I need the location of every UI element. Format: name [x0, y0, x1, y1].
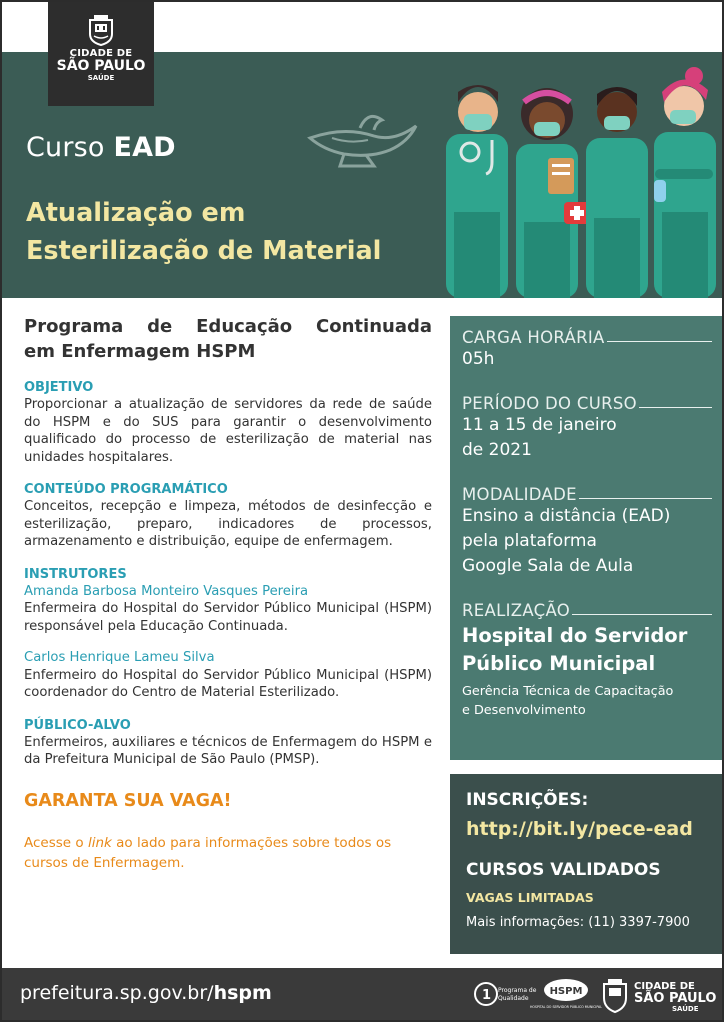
- realizacao-label: REALIZAÇÃO: [462, 601, 571, 620]
- registration-panel: [450, 774, 722, 954]
- city-logo-footer: [600, 976, 717, 1014]
- city-footer-line3: SAÚDE: [672, 1005, 699, 1013]
- program-title-line1: Programa de Educação Continuada: [24, 316, 432, 337]
- programa-qualidade-logo: [472, 976, 537, 1012]
- objetivo-text: Proporcionar a atualização de servidores da rede de saúde do HSPM e do SUS para garantir o desenvolvimento qualificado do processo de esterilização de material nas unidades hospitalares.: [24, 397, 432, 465]
- realizacao-line2: Público Municipal: [462, 652, 656, 675]
- conteudo-heading: CONTEÚDO PROGRAMÁTICO: [24, 482, 228, 497]
- hspm-logo: [530, 976, 602, 1012]
- divider-line: [572, 614, 712, 616]
- footer-site-link[interactable]: [20, 982, 272, 1004]
- course-info-panel: [450, 316, 722, 760]
- realizacao-label-row: [462, 601, 712, 620]
- mais-informacoes: Mais informações: (11) 3397-7900: [466, 915, 690, 930]
- cta-note-link: link: [87, 834, 112, 851]
- course-title-line2: Esterilização de Material: [26, 236, 382, 266]
- instructor-1-name: Amanda Barbosa Monteiro Vasques Pereira: [24, 583, 309, 599]
- nurse-2-figure: [516, 88, 590, 298]
- instructor-1-role: Enfermeira do Hospital do Servidor Público Municipal (HSPM) responsável pela Educação Continuada.: [24, 601, 432, 634]
- hspm-logo-sub: HOSPITAL DO SERVIDOR PÚBLICO MUNICIPAL: [530, 1005, 602, 1009]
- course-type-bold: EAD: [113, 132, 176, 163]
- instrutores-heading: INSTRUTORES: [24, 566, 127, 582]
- left-content: [24, 314, 432, 873]
- cursos-validados: CURSOS VALIDADOS: [466, 860, 661, 880]
- registration-link[interactable]: http://bit.ly/pece-ead: [466, 818, 693, 840]
- logo-line3: SAÚDE: [87, 74, 115, 82]
- periodo-line2: de 2021: [462, 440, 532, 460]
- modalidade-label: MODALIDADE: [462, 485, 577, 504]
- pq-line2: Qualidade: [498, 995, 529, 1002]
- nurses-illustration: [440, 62, 722, 298]
- program-title: [24, 314, 432, 364]
- modalidade-line1: Ensino a distância (EAD): [462, 506, 671, 526]
- modalidade-line2: pela plataforma: [462, 531, 597, 551]
- conteudo-text: Conceitos, recepção e limpeza, métodos de desinfecção e esterilização, preparo, indicadores de processos, armazenamento e distribuição, equipe de enfermagem.: [24, 499, 432, 549]
- divider-line: [579, 498, 712, 500]
- logo-line1: CIDADE DE: [69, 48, 133, 59]
- footer: [2, 968, 722, 1020]
- city-footer-line1: CIDADE DE: [634, 981, 695, 992]
- nurse-4-figure: [654, 67, 716, 298]
- course-type: [26, 132, 176, 163]
- carga-value: 05h: [462, 349, 495, 369]
- inscricoes-label: INSCRIÇÕES:: [466, 790, 589, 810]
- carga-label: CARGA HORÁRIA: [462, 328, 605, 347]
- periodo-label-row: [462, 394, 712, 413]
- city-crest-icon: [86, 14, 116, 46]
- objetivo-heading: OBJETIVO: [24, 380, 94, 395]
- city-logo: [48, 2, 154, 106]
- svg-text:1: 1: [482, 988, 492, 1003]
- modalidade-line3: Google Sala de Aula: [462, 556, 634, 576]
- cta-note-before: Acesse o: [24, 834, 88, 851]
- nursing-lamp-icon: [304, 108, 424, 170]
- pq-line1: Programa de: [498, 987, 537, 994]
- vagas-limitadas: VAGAS LIMITADAS: [466, 890, 594, 905]
- realizacao-line1: Hospital do Servidor: [462, 624, 688, 647]
- nurse-1-figure: [446, 85, 508, 298]
- instructor-2-role: Enfermeiro do Hospital do Servidor Público Municipal (HSPM) coordenador do Centro de Material Esterilizado.: [24, 667, 432, 700]
- header-banner: [2, 2, 722, 298]
- modalidade-label-row: [462, 485, 712, 504]
- realizacao-sub1: Gerência Técnica de Capacitação: [462, 684, 674, 699]
- periodo-line1: 11 a 15 de janeiro: [462, 415, 617, 435]
- program-title-line2: em Enfermagem HSPM: [24, 341, 256, 362]
- divider-line: [639, 407, 712, 409]
- course-title-line1: Atualização em: [26, 198, 246, 228]
- course-type-prefix: Curso: [26, 132, 114, 163]
- hspm-logo-text: HSPM: [549, 986, 583, 997]
- cta-note-after: ao lado para informações sobre todos os cursos de Enfermagem.: [24, 834, 392, 871]
- realizacao-sub2: e Desenvolvimento: [462, 703, 586, 718]
- instructor-2-name: Carlos Henrique Lameu Silva: [24, 650, 215, 665]
- cta-headline: GARANTA SUA VAGA!: [24, 790, 232, 811]
- city-footer-line2: SÃO PAULO: [634, 991, 717, 1006]
- publico-heading: PÚBLICO-ALVO: [24, 717, 131, 733]
- course-title: [26, 194, 381, 270]
- cta-note: [24, 833, 432, 873]
- footer-site-prefix: prefeitura.sp.gov.br/: [20, 982, 214, 1004]
- publico-text: Enfermeiros, auxiliares e técnicos de Enfermagem do HSPM e da Prefeitura Municipal de São Paulo (PMSP).: [24, 734, 432, 767]
- logo-line2: SÃO PAULO: [56, 58, 146, 74]
- divider-line: [607, 341, 712, 343]
- footer-site-bold: hspm: [213, 982, 272, 1004]
- nurse-3-figure: [586, 87, 648, 298]
- periodo-label: PERÍODO DO CURSO: [462, 394, 637, 413]
- carga-label-row: [462, 328, 712, 347]
